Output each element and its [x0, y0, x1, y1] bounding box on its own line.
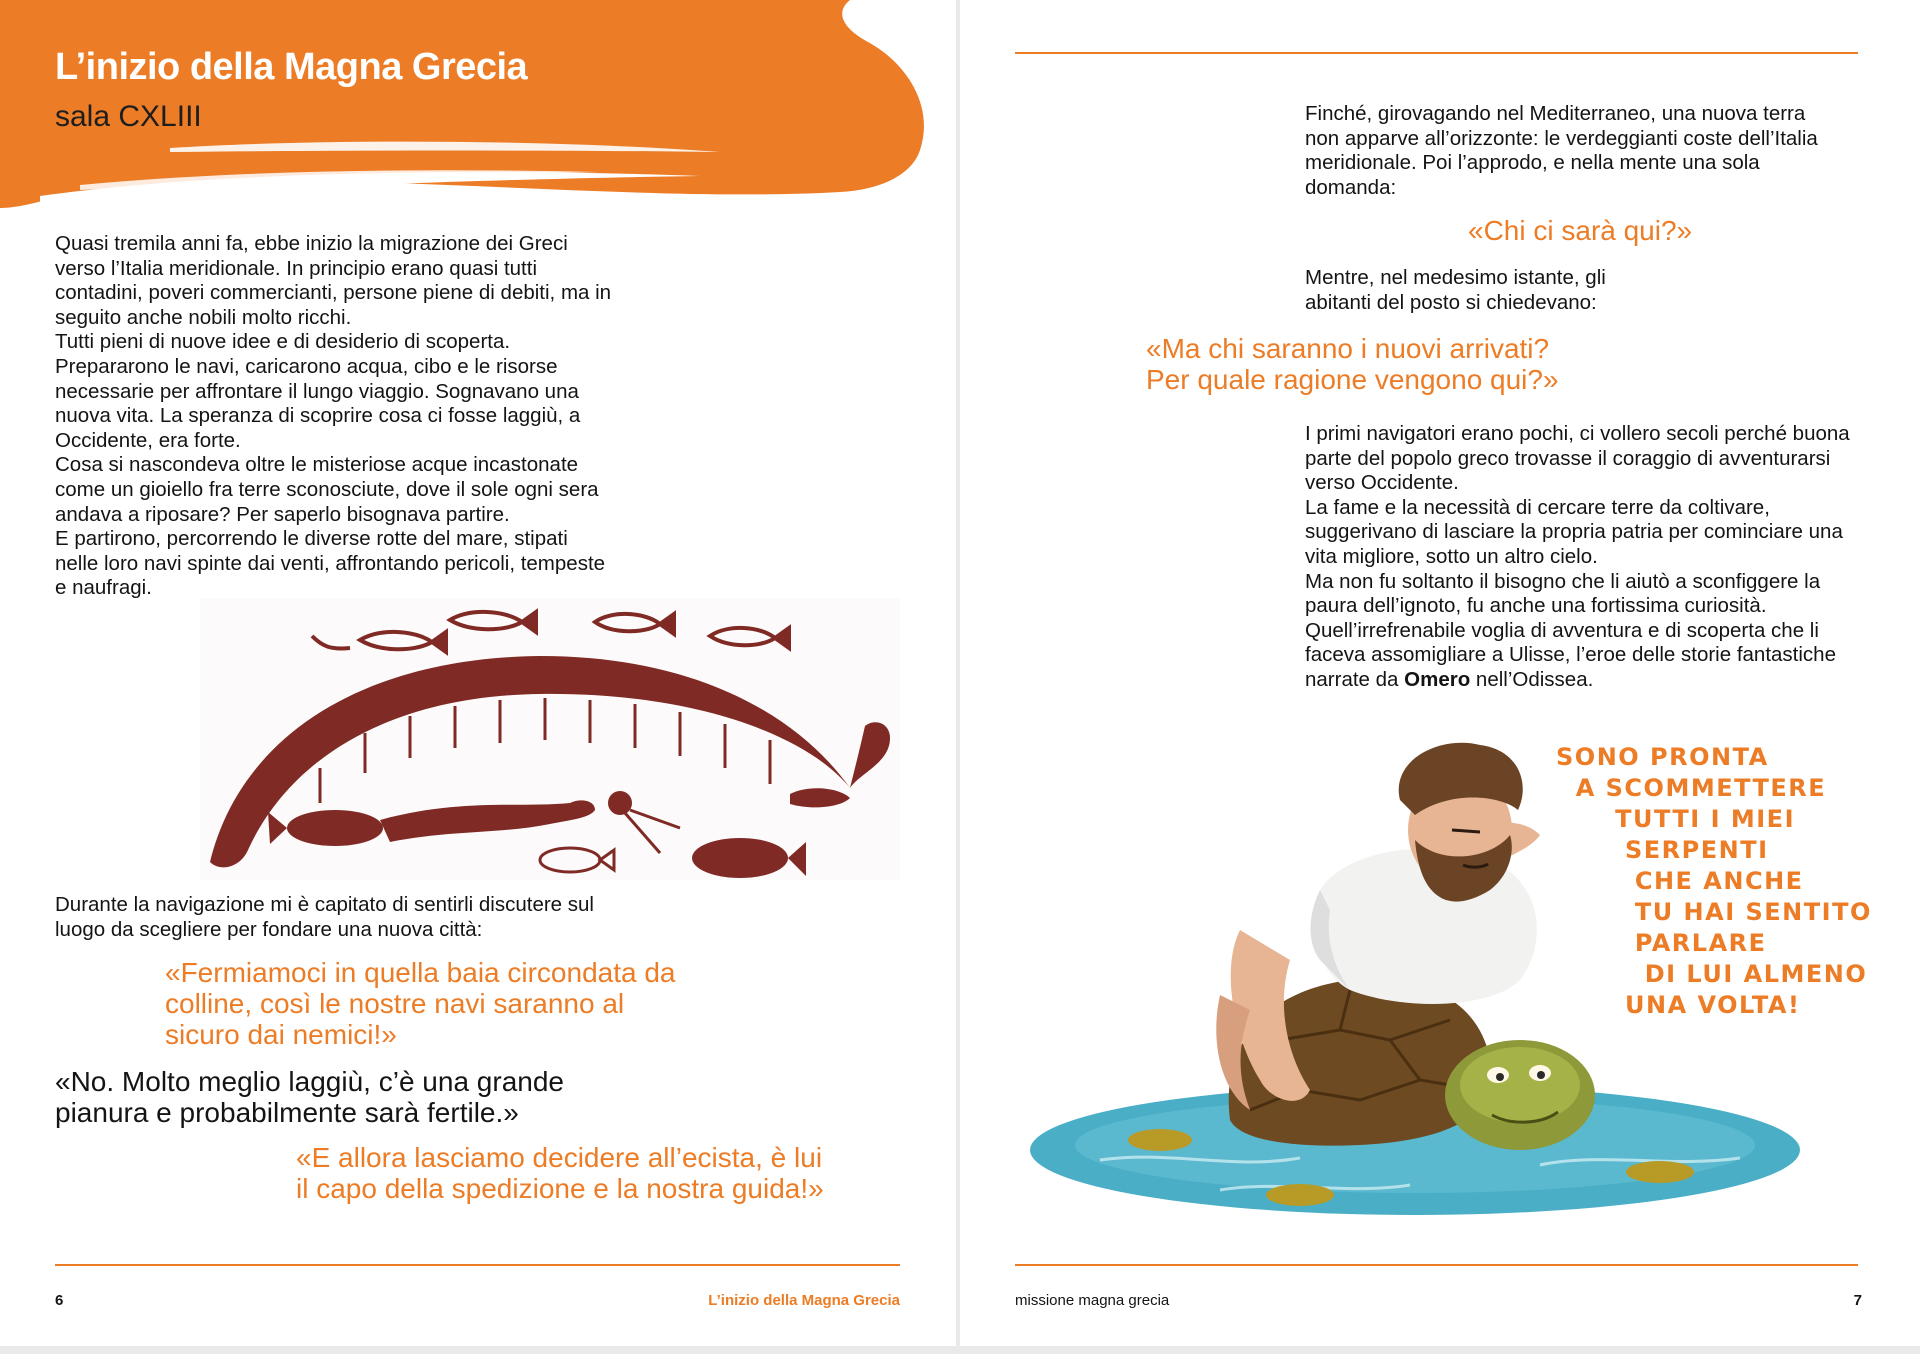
greek-vase-illustration [200, 598, 900, 880]
footer-rule [55, 1264, 900, 1266]
running-title: L’inizio della Magna Grecia [708, 1292, 900, 1309]
intro-paragraph: Cosa si nascondeva oltre le misteriose acque incastonate come un gioiello fra terre sconosciute, dove il sole ogni sera andava a riposare? Per saperlo bisognava partire. [55, 453, 599, 526]
page-subtitle: sala CXLIII [55, 100, 202, 133]
curiosity-text-end: nell’Odissea. [1470, 667, 1594, 691]
quote-ecista: «E allora lasciamo decidere all’ecista, è lui il capo della spedizione e la nostra guida!» [296, 1142, 824, 1204]
navigation-text: Durante la navigazione mi è capitato di sentirli discutere sul luogo da scegliere per fondare una nuova città: [55, 893, 594, 941]
intro-paragraph: Tutti pieni di nuove idee e di desiderio di scoperta. Prepararono le navi, caricarono acqua, cibo e le risorse necessarie per affrontare il lungo viaggio. Sognavano una nuova vita. La speranza di scoprire cosa ci fosse laggiù, a Occidente, era forte. [55, 330, 581, 452]
curiosity-paragraph [1305, 570, 1855, 693]
navigators-text [1305, 422, 1855, 693]
page-title: L’inizio della Magna Grecia [55, 46, 528, 88]
footer-rule [1015, 1264, 1858, 1266]
intro-paragraph: E partirono, percorrendo le diverse rotte del mare, stipati nelle loro navi spinte dai venti, affrontando pericoli, tempeste e naufragi. [55, 527, 606, 600]
running-title: missione magna grecia [1015, 1292, 1170, 1309]
page-number: 6 [55, 1292, 64, 1309]
quote-newcomers-line: Per quale ragione vengono qui?» [1146, 364, 1559, 395]
hunger-paragraph: La fame e la necessità di cercare terre da coltivare, suggerivano di lasciare la propria patria per cominciare una vita migliore, sotto un altro cielo. [1305, 495, 1843, 568]
navigators-paragraph: I primi navigatori erano pochi, ci vollero secoli perché buona parte del popolo greco trovasse il coraggio di avventurarsi verso Occidente. [1305, 422, 1850, 495]
curiosity-text: Ma non fu soltanto il bisogno che li aiutò a sconfiggere la paura dell’ignoto, fu anche una fortissima curiosità. Quell’irrefrenabile voglia di avventura e di scoperta che li faceva assomigliare a Ulisse, l’eroe delle storie fantastiche narrate da [1305, 569, 1836, 691]
header-rule [1015, 52, 1858, 54]
omero-name: Omero [1404, 667, 1471, 691]
quote-plain: «No. Molto meglio laggiù, c’è una grande pianura e probabilmente sarà fertile.» [55, 1066, 564, 1128]
quote-newcomers [1146, 333, 1559, 395]
quote-who: «Chi ci sarà qui?» [1468, 215, 1693, 246]
quote-bay: «Fermiamoci in quella baia circondata da colline, così le nostre navi saranno al sicuro dai nemici!» [165, 957, 676, 1050]
intro-paragraph: Quasi tremila anni fa, ebbe inizio la migrazione dei Greci verso l’Italia meridionale. In principio erano quasi tutti contadini, poveri commercianti, persone piene di debiti, ma in seguito anche nobili molto ricchi. [55, 232, 612, 329]
intro-text [55, 232, 615, 601]
arrival-paragraph: Finché, girovagando nel Mediterraneo, una nuova terra non apparve all’orizzonte: le verdeggianti coste dell’Italia meridionale. Poi l’approdo, e nella mente una sola domanda: [1305, 102, 1818, 199]
speech-bubble-text: SONO PRONTA A SCOMMETTERE TUTTI I MIEI SERPENTI CHE ANCHE TU HAI SENTITO PARLARE DI LUI ALMENO UNA VOLTA! [1556, 743, 1872, 1019]
right-page [960, 0, 1920, 1346]
locals-paragraph: Mentre, nel medesimo istante, gli abitanti del posto si chiedevano: [1305, 266, 1606, 314]
quote-newcomers-line: «Ma chi saranno i nuovi arrivati? [1146, 333, 1550, 364]
page-number: 7 [1853, 1292, 1862, 1309]
left-page [0, 0, 956, 1346]
